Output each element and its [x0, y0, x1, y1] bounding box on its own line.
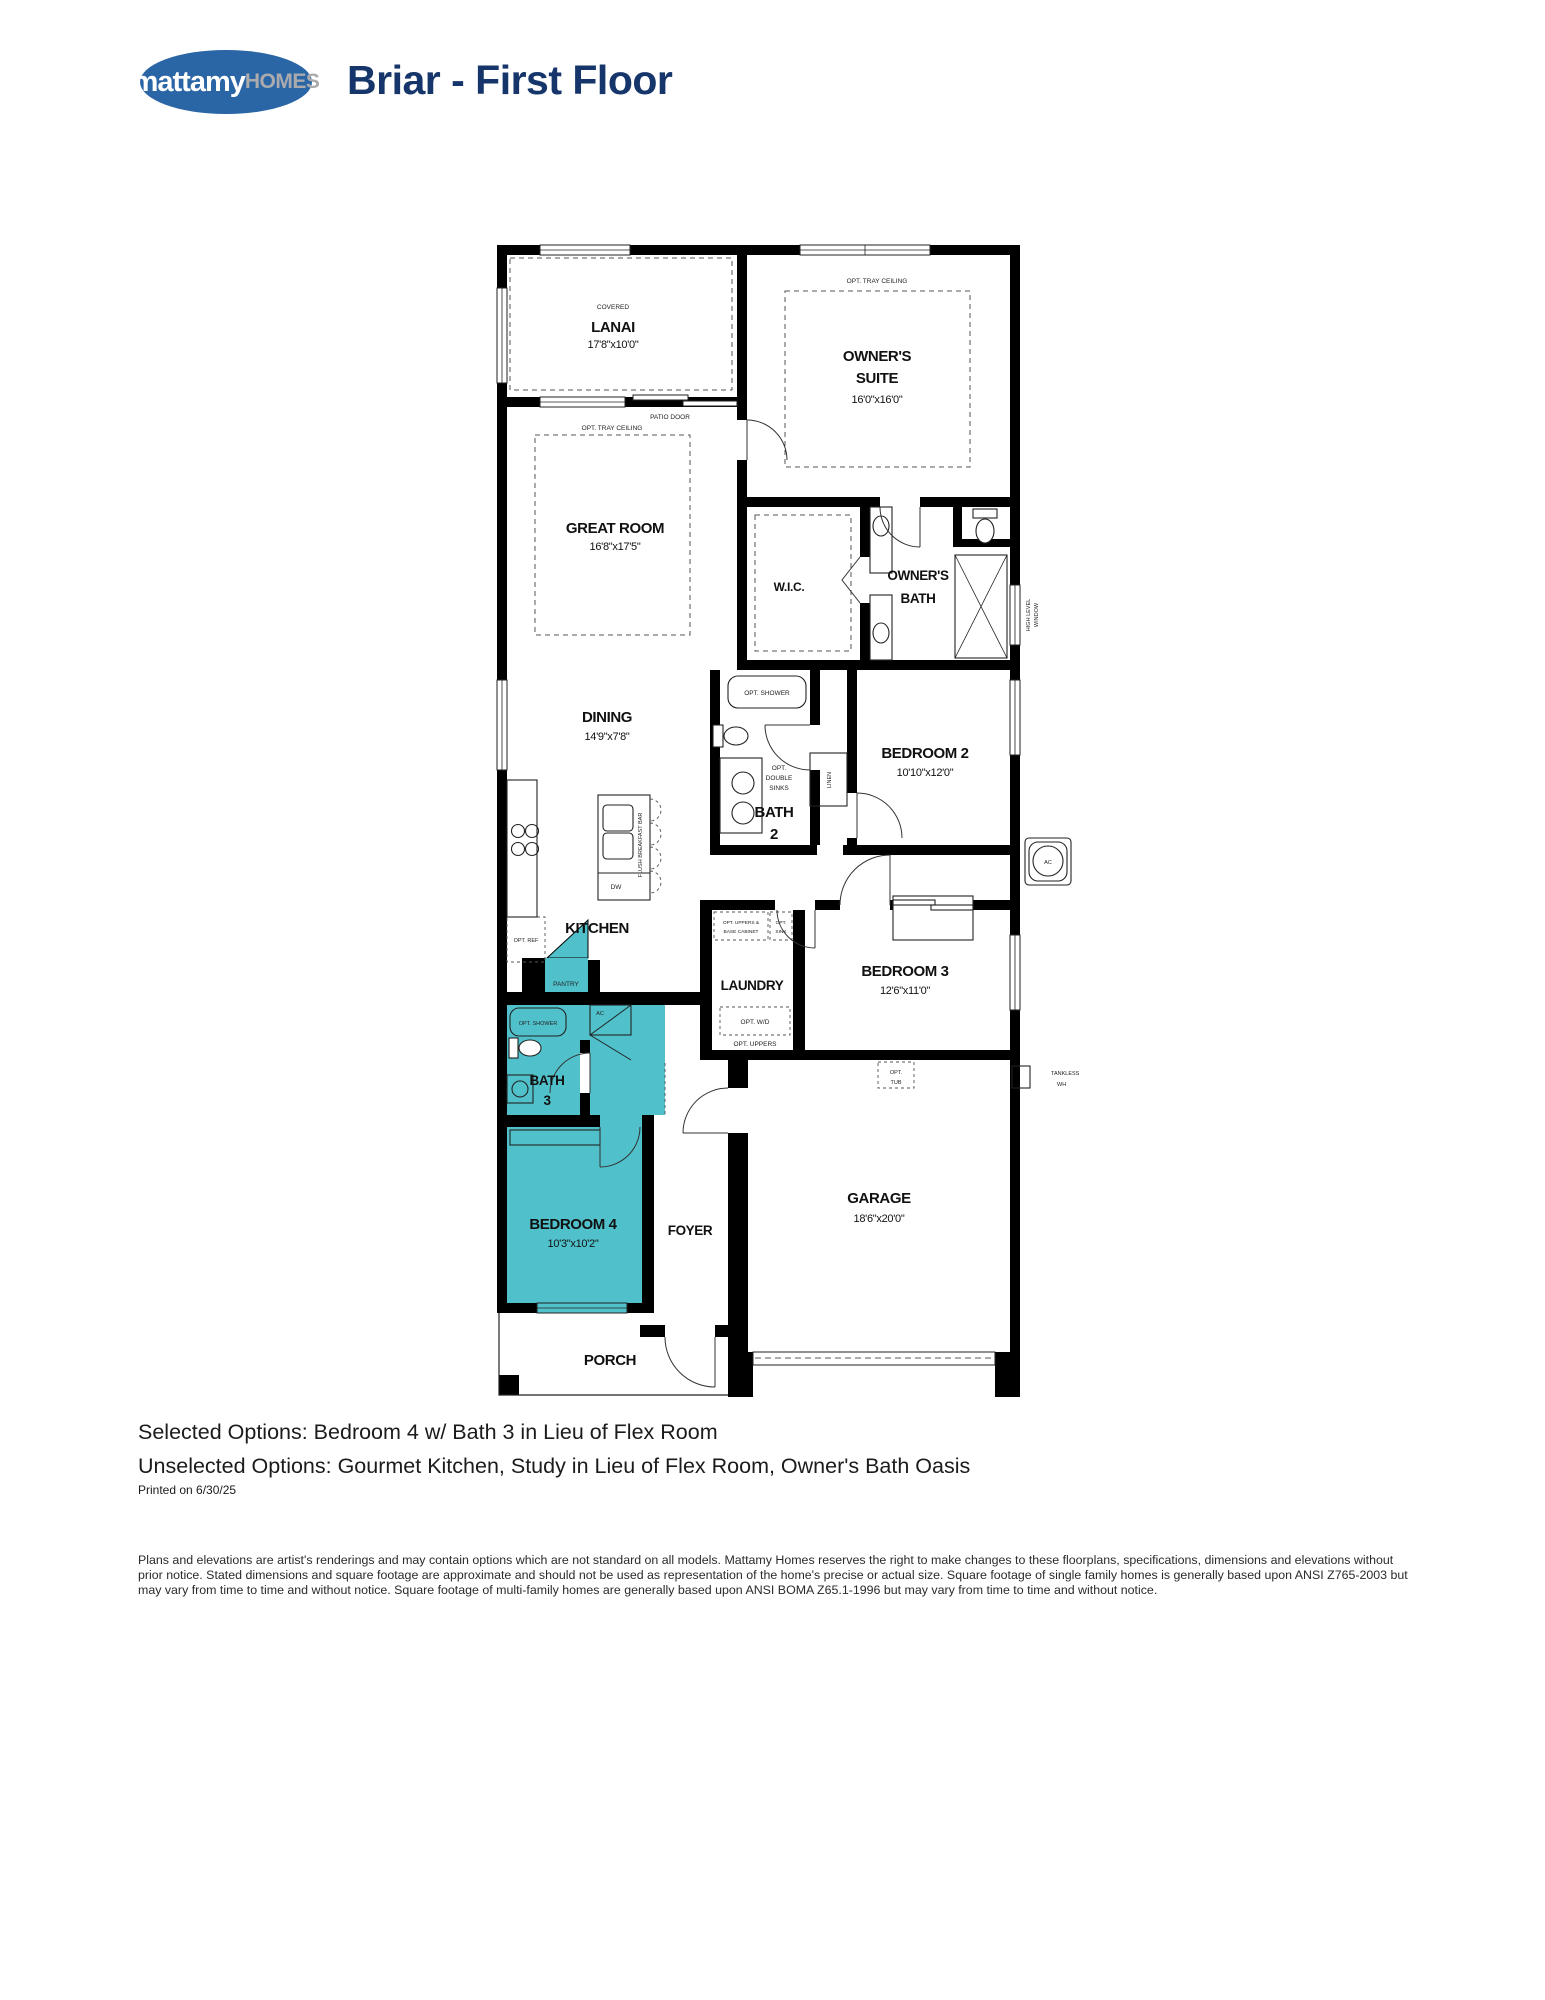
owners-suite-dims: 16'0"x16'0" — [851, 394, 903, 406]
pantry-label: PANTRY — [553, 981, 579, 988]
cooktop-burner-icon — [512, 843, 525, 856]
opt-sink-label-1: OPT. — [775, 921, 787, 926]
bedroom2-dims: 10'10"x12'0" — [896, 767, 954, 779]
bar-stool — [650, 847, 661, 869]
bedroom4-label: BEDROOM 4 — [529, 1216, 617, 1233]
island-sink — [603, 833, 633, 859]
foyer-label: FOYER — [667, 1223, 713, 1238]
legal-disclaimer: Plans and elevations are artist's renderings and may contain options which are not standard on all models. Mattamy Homes reserves the right to make changes to these floorplans, specifications, dimensions and elevations without prior notice. Stated dimensions and square footage are approximate and should not be used as representation of the home's precise or actual size. Square footage of single family homes is generally based upon ANSI Z765-2003 but may vary from time to time and without notice. Square footage of multi-family homes are generally based upon ANSI BOMA Z65.1-1996 but may vary from time to time and without notice. — [138, 1553, 1408, 1598]
toilet-tank — [509, 1038, 518, 1058]
bath2-label-2: 2 — [770, 826, 778, 843]
porch-label: PORCH — [583, 1352, 637, 1369]
high-level-window-label-1: HIGH LEVEL — [1026, 598, 1032, 632]
floor-plan-drawing — [485, 243, 1100, 1400]
unselected-options: Unselected Options: Gourmet Kitchen, Study in Lieu of Flex Room, Owner's Bath Oasis — [138, 1454, 971, 1478]
sink-icon — [732, 802, 754, 824]
lanai-dims: 17'8"x10'0" — [587, 339, 639, 351]
great-room-tray-label: OPT. TRAY CEILING — [581, 425, 643, 432]
owners-bath-label-2: BATH — [900, 591, 936, 606]
opt-shower-bath3-label: OPT. SHOWER — [518, 1021, 558, 1027]
logo-text-secondary: HOMES — [244, 70, 320, 93]
opt-uppers-label-2: BASE CABINET — [723, 930, 759, 935]
toilet-tank — [713, 725, 723, 747]
lanai-covered-label: COVERED — [596, 304, 630, 311]
dw-label: DW — [610, 884, 622, 891]
bedroom4-window — [537, 1303, 627, 1313]
dining-label: DINING — [581, 709, 633, 726]
lanai-label: LANAI — [591, 319, 635, 336]
garage-door — [753, 1352, 995, 1365]
breakfast-bar-label: FLUSH BREAKFAST BAR — [638, 812, 644, 878]
bedroom3-label: BEDROOM 3 — [861, 963, 949, 980]
opt-double-sinks-1: OPT. — [771, 765, 787, 772]
toilet-icon — [976, 519, 994, 543]
high-level-window-label-2: WINDOW — [1034, 602, 1040, 628]
linen-label: LINEN — [827, 771, 833, 789]
patio-door-label: PATIO DOOR — [650, 414, 690, 421]
cooktop-burner-icon — [512, 825, 525, 838]
bar-stool — [650, 871, 661, 893]
opt-uppers-box — [714, 912, 768, 940]
toilet-icon — [724, 727, 748, 745]
sink-icon — [732, 772, 754, 794]
opt-uppers2-label: OPT. UPPERS — [733, 1041, 777, 1048]
opt-sink-box — [770, 912, 792, 940]
owners-bath-label-1: OWNER'S — [887, 568, 949, 583]
bath3-label-1: BATH — [529, 1073, 565, 1088]
opt-double-sinks-2: DOUBLE — [765, 775, 793, 782]
great-room-label: GREAT ROOM — [565, 520, 665, 537]
bath3-label-2: 3 — [543, 1093, 551, 1108]
opt-double-sinks-3: SINKS — [769, 785, 789, 792]
bath2-label-1: BATH — [754, 804, 794, 821]
vanity-bath2 — [720, 758, 762, 833]
bedroom4-dims: 10'3"x10'2" — [547, 1238, 599, 1250]
opt-sink-label-2: SINK — [775, 930, 787, 935]
bar-stool — [650, 799, 661, 821]
island-sink — [603, 805, 633, 831]
garage-label: GARAGE — [847, 1190, 911, 1207]
kitchen-label: KITCHEN — [565, 920, 629, 937]
opt-ref-label: OPT. REF — [513, 938, 539, 944]
wic-label: W.I.C. — [773, 580, 805, 594]
bedroom3-dims: 12'6"x11'0" — [879, 985, 931, 997]
vanity-bottom — [870, 595, 892, 660]
opt-shower-bath2-label: OPT. SHOWER — [744, 690, 790, 697]
tankless-label-1: TANKLESS — [1051, 1071, 1080, 1077]
bedroom2-label: BEDROOM 2 — [881, 745, 969, 762]
opt-tub-label-1: OPT. — [889, 1070, 903, 1076]
opt-wd-label: OPT. W/D — [740, 1019, 770, 1026]
dining-dims: 14'9"x7'8" — [584, 731, 630, 743]
opt-tub-label-2: TUB — [890, 1080, 902, 1086]
garage-dims: 18'6"x20'0" — [853, 1213, 905, 1225]
laundry-label: LAUNDRY — [720, 978, 784, 993]
great-room-dims: 16'8"x17'5" — [589, 541, 641, 553]
ac-exterior-label: AC — [1044, 860, 1052, 866]
opt-uppers-label-1: OPT. UPPERS & — [722, 921, 760, 926]
bar-stool — [650, 823, 661, 845]
toilet-icon — [519, 1040, 541, 1056]
toilet-tank — [973, 509, 997, 518]
selected-options: Selected Options: Bedroom 4 w/ Bath 3 in Lieu of Flex Room — [138, 1420, 718, 1444]
suite-tray-label: OPT. TRAY CEILING — [846, 278, 908, 285]
printed-date: Printed on 6/30/25 — [138, 1483, 237, 1497]
owners-suite-label-2: SUITE — [855, 370, 899, 387]
tankless-label-2: WH — [1057, 1082, 1067, 1088]
owners-suite-label-1: OWNER'S — [842, 348, 912, 365]
options-summary — [138, 1420, 1438, 1488]
page-title: Briar - First Floor — [347, 57, 673, 103]
ac-closet-label: AC — [596, 1011, 604, 1017]
mattamy-homes-logo — [132, 50, 320, 114]
logo-text-primary: mattamy — [132, 65, 245, 98]
